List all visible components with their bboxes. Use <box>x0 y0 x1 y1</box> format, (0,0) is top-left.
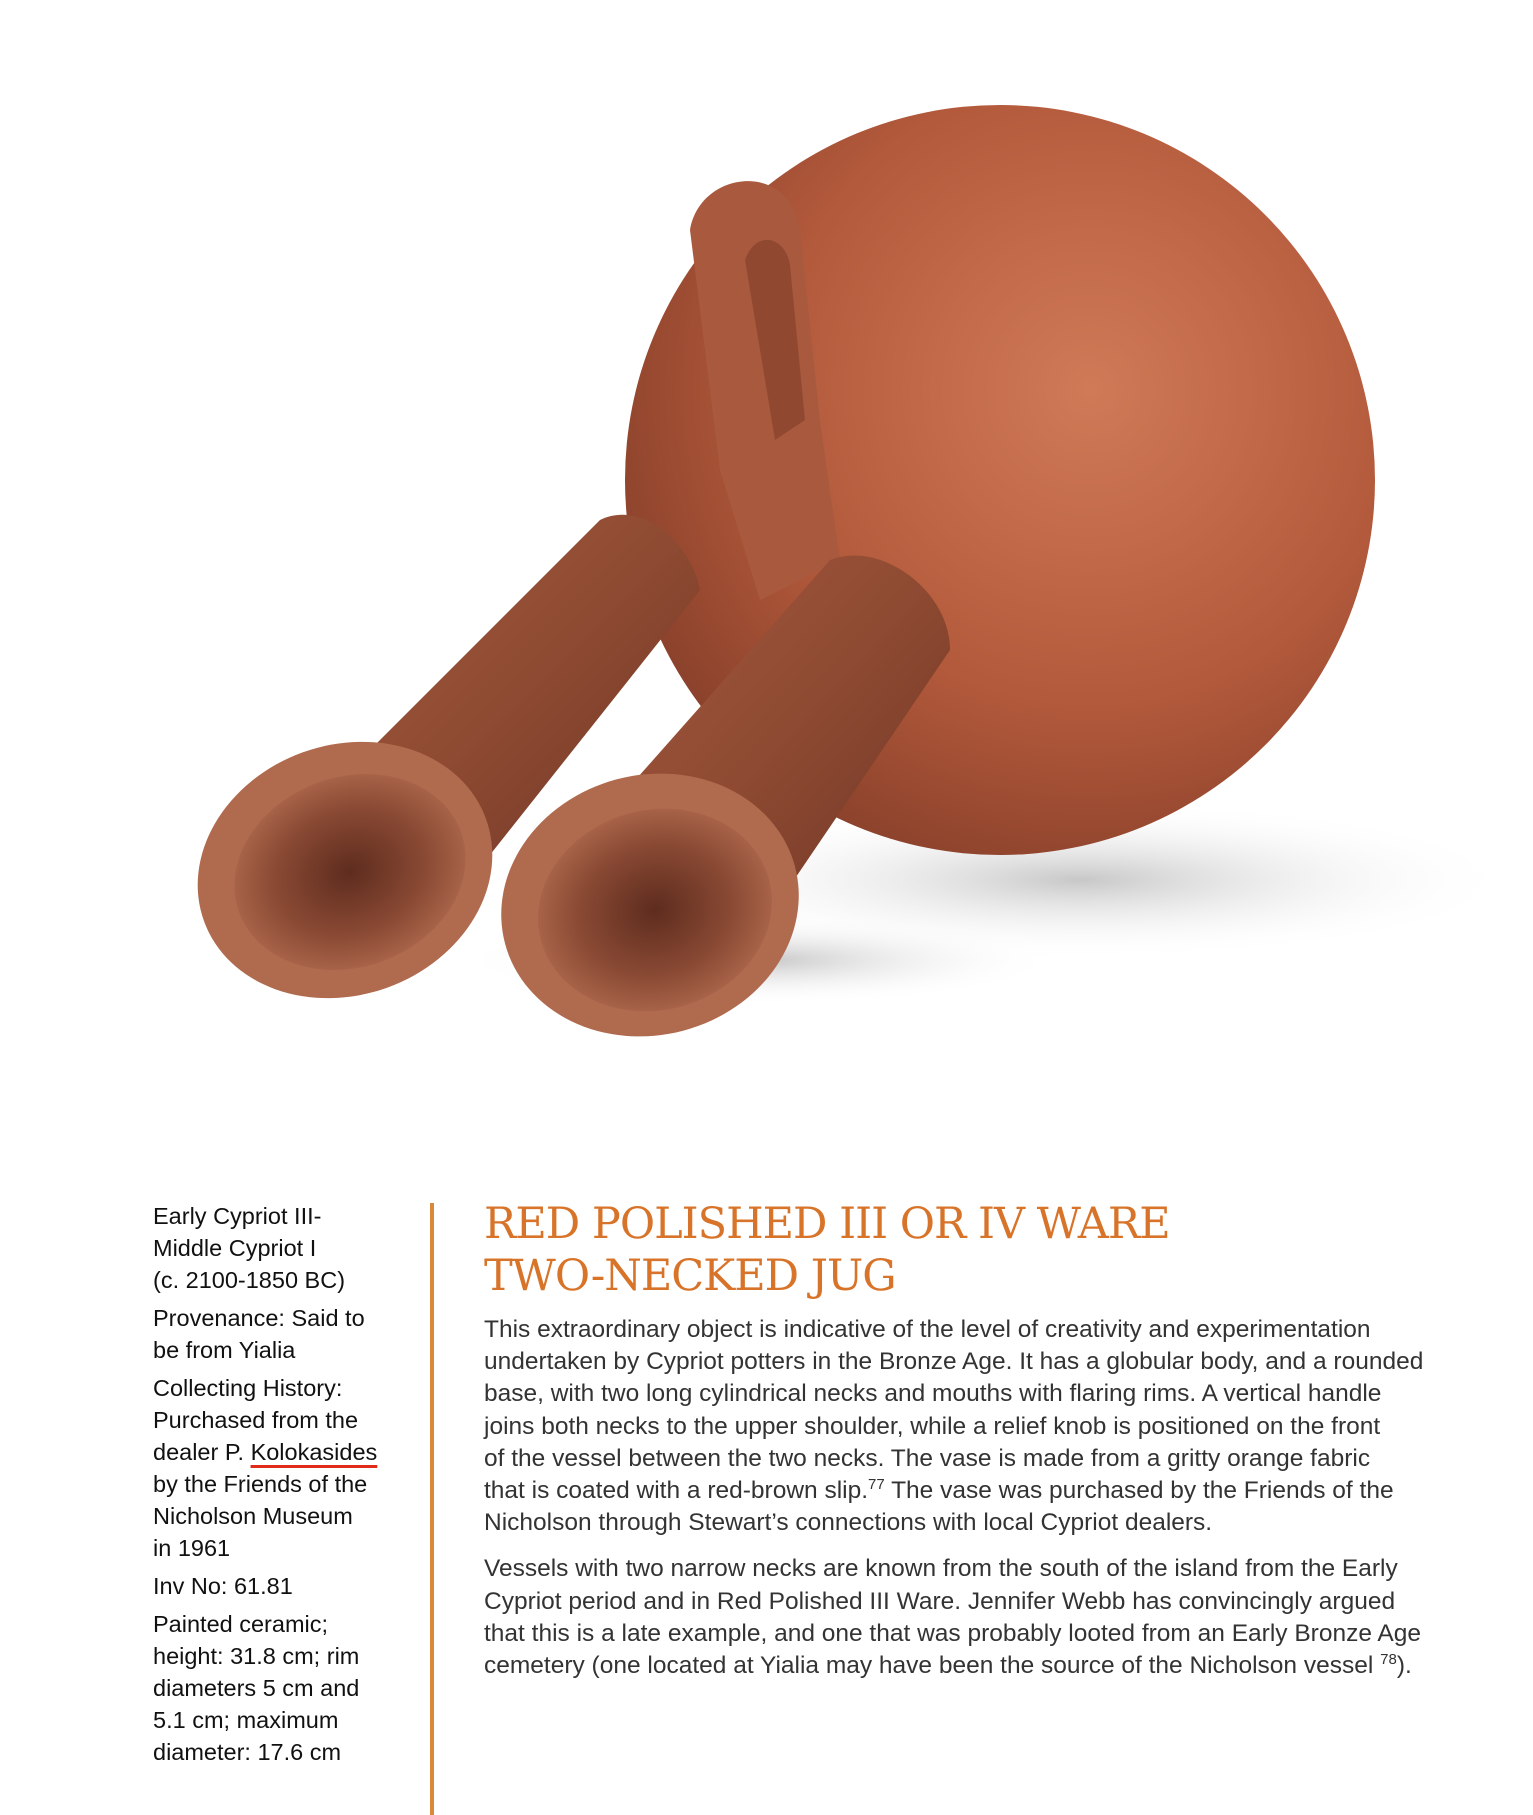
provenance-block <box>153 1302 403 1366</box>
collecting-history-line: Collecting History: <box>153 1375 343 1401</box>
provenance-line: Provenance: Said to <box>153 1305 365 1331</box>
period-block <box>153 1200 403 1296</box>
catalogue-sidebar <box>153 1200 403 1774</box>
collecting-history-line: by the Friends of the <box>153 1471 368 1497</box>
body-line: of the vessel between the two necks. The vase is made from a gritty orange fabric <box>484 1444 1371 1472</box>
article-body <box>484 1314 1484 1682</box>
period-line: Middle Cypriot I <box>153 1235 317 1261</box>
article-title <box>484 1198 1484 1302</box>
paragraph-1 <box>484 1314 1484 1539</box>
description-line: Painted ceramic; <box>153 1611 329 1637</box>
body-line: The vase was purchased by the Friends of the <box>884 1477 1394 1505</box>
body-line: Cypriot period and in Red Polished III Ware. Jennifer Webb has convincingly argued <box>484 1587 1396 1615</box>
description-line: height: 31.8 cm; rim <box>153 1643 360 1669</box>
collecting-history-line: dealer P. <box>153 1439 251 1465</box>
collecting-history-line: Purchased from the <box>153 1407 359 1433</box>
footnote-marker-78: 78 <box>1380 1650 1397 1668</box>
body-line: joins both necks to the upper shoulder, while a relief knob is positioned on the front <box>484 1412 1381 1440</box>
article-main <box>484 1198 1484 1696</box>
body-line: Vessels with two narrow necks are known from the south of the island from the Early <box>484 1555 1398 1583</box>
period-line: Early Cypriot III- <box>153 1203 322 1229</box>
title-line: TWO-NECKED JUG <box>484 1251 896 1301</box>
title-line: RED POLISHED III OR IV WARE <box>484 1199 1170 1249</box>
footnote-marker-77: 77 <box>868 1475 885 1493</box>
body-line: This extraordinary object is indicative of the level of creativity and experimentation <box>484 1316 1371 1343</box>
body-line: ). <box>1396 1652 1412 1680</box>
body-line: base, with two long cylindrical necks and mouths with flaring rims. A vertical handle <box>484 1380 1382 1408</box>
collecting-history-line: Nicholson Museum <box>153 1503 353 1529</box>
description-line: diameter: 17.6 cm <box>153 1739 342 1765</box>
inventory-number <box>153 1570 403 1602</box>
inv-no-text: Inv No: 61.81 <box>153 1573 293 1599</box>
description-line: diameters 5 cm and <box>153 1675 360 1701</box>
column-divider <box>430 1203 434 1815</box>
body-line: undertaken by Cypriot potters in the Bronze Age. It has a globular body, and a rounded <box>484 1348 1424 1376</box>
dealer-name-spellcheck: Kolokasides <box>250 1439 378 1465</box>
paragraph-2 <box>484 1553 1484 1682</box>
body-line: that is coated with a red-brown slip. <box>484 1477 869 1505</box>
collecting-history-line: in 1961 <box>153 1535 231 1561</box>
period-line: (c. 2100-1850 BC) <box>153 1267 346 1293</box>
provenance-line: be from Yialia <box>153 1337 296 1363</box>
description-block <box>153 1608 403 1768</box>
description-line: 5.1 cm; maximum <box>153 1707 339 1733</box>
body-line: cemetery (one located at Yialia may have been the source of the Nicholson vessel <box>484 1652 1381 1680</box>
body-line: that this is a late example, and one that was probably looted from an Early Bronze Age <box>484 1619 1421 1647</box>
body-line: Nicholson through Stewart’s connections with local Cypriot dealers. <box>484 1509 1213 1537</box>
collecting-history-block <box>153 1372 403 1564</box>
